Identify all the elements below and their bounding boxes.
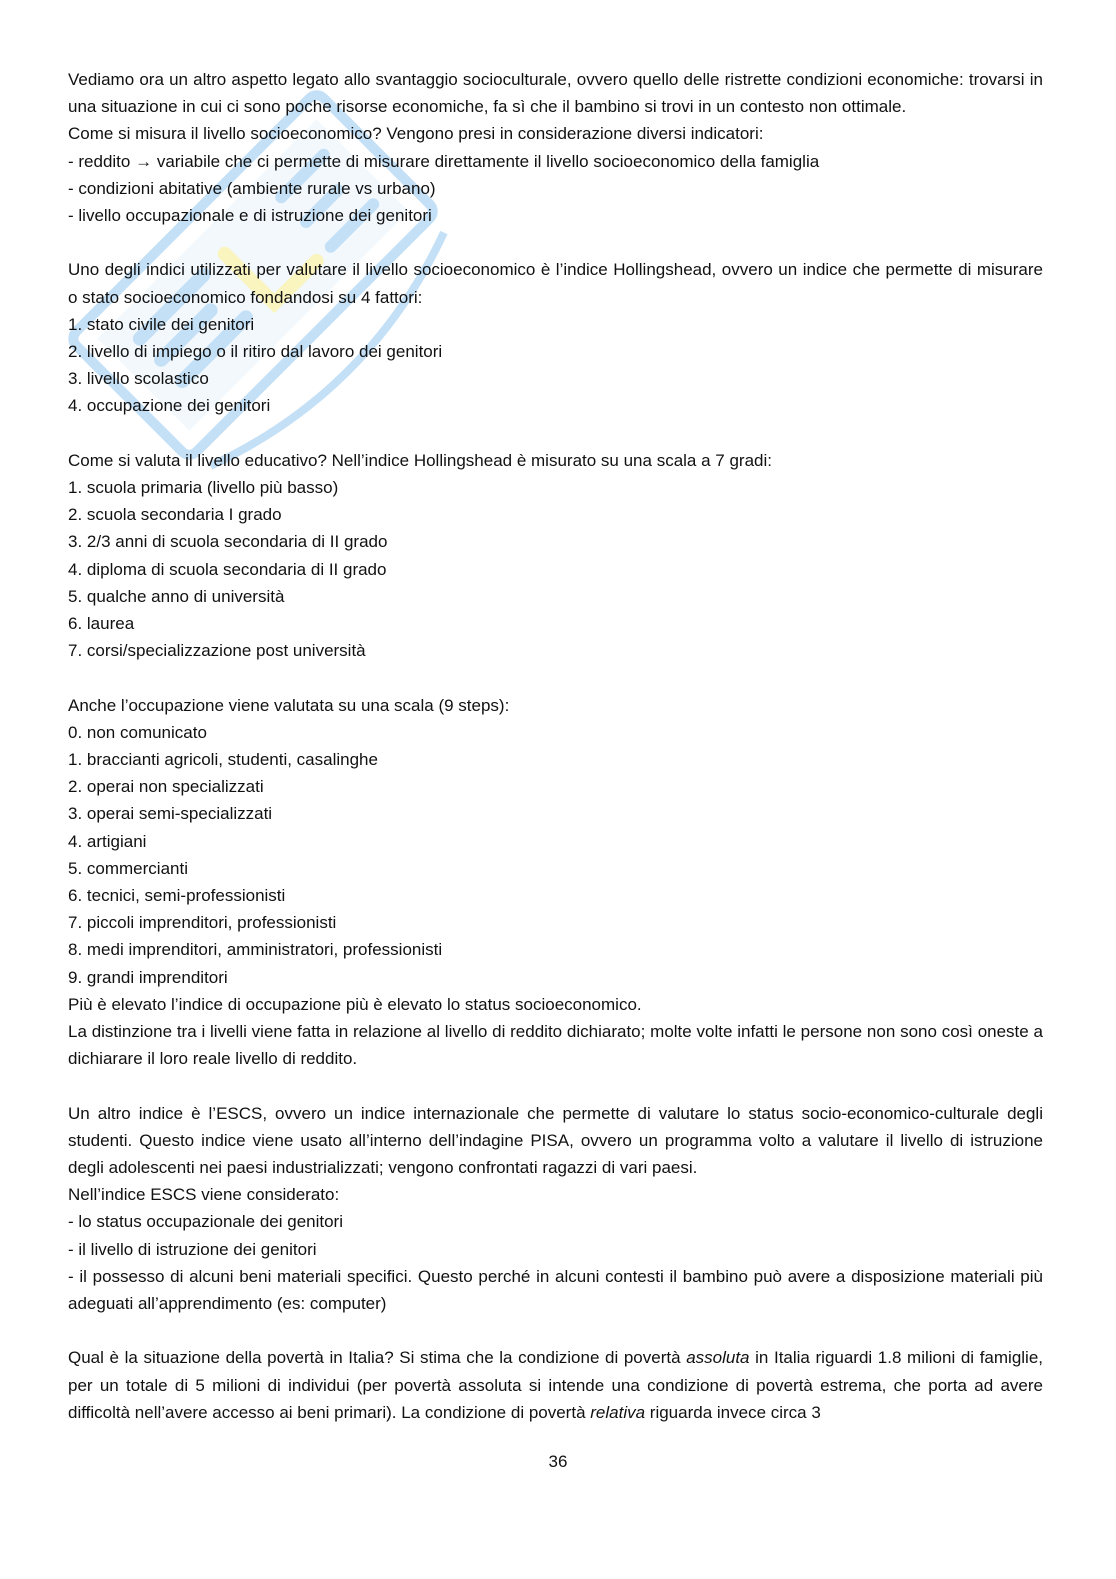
list-item: 7. piccoli imprenditori, professionisti [68,913,337,933]
paragraph-poverty: Qual è la situazione della povertà in Italia? Si stima che la condizione di povertà assoluta in Italia riguardi 1.8 milioni di famiglie, per un totale di 5 milioni di individui (per povertà assoluta si intende una condizione di povertà estrema, che porta ad avere difficoltà nell’avere accesso ai beni primari). La condizione di povertà relativa riguarda invece circa 3 [68,1348,1044,1422]
paragraph-escs: Un altro indice è l’ESCS, ovvero un indice internazionale che permette di valutare lo status socio-economico-culturale degli studenti. Questo indice viene usato all’interno dell’indagine PISA, ovvero un programma volto a valutare il livello di istruzione degli adolescenti nei paesi industrializzati; vengono confrontati ragazzi di vari paesi. [68,1103,1043,1178]
list-item: 7. corsi/specializzazione post università [68,641,366,661]
indicator-income: - reddito → variabile che ci permette di misurare direttamente il livello socioeconomico della famiglia [68,151,820,171]
list-item: - il livello di istruzione dei genitori [68,1239,317,1259]
list-item: - lo status occupazionale dei genitori [68,1212,343,1232]
list-item: 4. occupazione dei genitori [68,396,271,416]
indicator-occupation-education: - livello occupazionale e di istruzione dei genitori [68,206,432,226]
paragraph-escs-considered: Nell’indice ESCS viene considerato: [68,1185,340,1205]
list-item: 3. livello scolastico [68,369,209,389]
occupation-levels-list [68,719,1043,991]
paragraph-occupation-index: Più è elevato l’indice di occupazione più è elevato lo status socioeconomico. [68,994,642,1014]
paragraph-intro: Vediamo ora un altro aspetto legato allo svantaggio socioculturale, ovvero quello delle ristrette condizioni economiche: trovarsi in una situazione in cui ci sono poche risorse economiche, fa sì che il bambino si trovi in un contesto non ottimale. [68,70,1043,117]
list-item: 1. scuola primaria (livello più basso) [68,478,339,498]
paragraph-education-level: Come si valuta il livello educativo? Nell’indice Hollingshead è misurato su una scala a 7 gradi: [68,450,772,470]
paragraph-occupation-scale: Anche l’occupazione viene valutata su una scala (9 steps): [68,695,510,715]
right-arrow-icon: → [135,151,153,171]
list-item: 5. commercianti [68,858,188,878]
escs-items-list [68,1208,1043,1317]
paragraph-income-distinction: La distinzione tra i livelli viene fatta in relazione al livello di reddito dichiarato; molte volte infatti le persone non sono così oneste a dichiarare il loro reale livello di reddito. [68,1022,1043,1069]
list-item: 2. livello di impiego o il ritiro dal lavoro dei genitori [68,342,443,362]
list-item: 5. qualche anno di università [68,586,285,606]
list-item: 0. non comunicato [68,722,207,742]
list-item: 8. medi imprenditori, amministratori, professionisti [68,940,443,960]
page-number: 36 [548,1452,568,1471]
list-item: 2. scuola secondaria I grado [68,505,282,525]
list-item: 1. stato civile dei genitori [68,314,255,334]
list-item: 3. operai semi-specializzati [68,804,273,824]
list-item: 9. grandi imprenditori [68,967,228,987]
list-item: 3. 2/3 anni di scuola secondaria di II grado [68,532,388,552]
list-item: 2. operai non specializzati [68,777,264,797]
list-item: - il possesso di alcuni beni materiali specifici. Questo perché in alcuni contesti il bambino può avere a disposizione materiali più adeguati all’apprendimento (es: computer) [68,1266,1043,1314]
document-body [68,66,1043,1426]
list-item: 1. braccianti agricoli, studenti, casalinghe [68,750,378,770]
list-item: 4. diploma di scuola secondaria di II grado [68,559,387,579]
list-item: 6. tecnici, semi-professionisti [68,886,286,906]
indicator-housing: - condizioni abitative (ambiente rurale vs urbano) [68,178,436,198]
education-levels-list [68,474,1043,664]
hollingshead-factors-list [68,311,1043,420]
list-item: 6. laurea [68,614,135,634]
paragraph-hollingshead: Uno degli indici utilizzati per valutare il livello socioeconomico è l’indice Hollingshead, ovvero un indice che permette di misurare o stato socioeconomico fondandosi su 4 fattori: [68,260,1043,307]
paragraph-question-socioeconomic: Come si misura il livello socioeconomico? Vengono presi in considerazione diversi indicatori: [68,124,764,144]
list-item: 4. artigiani [68,831,147,851]
